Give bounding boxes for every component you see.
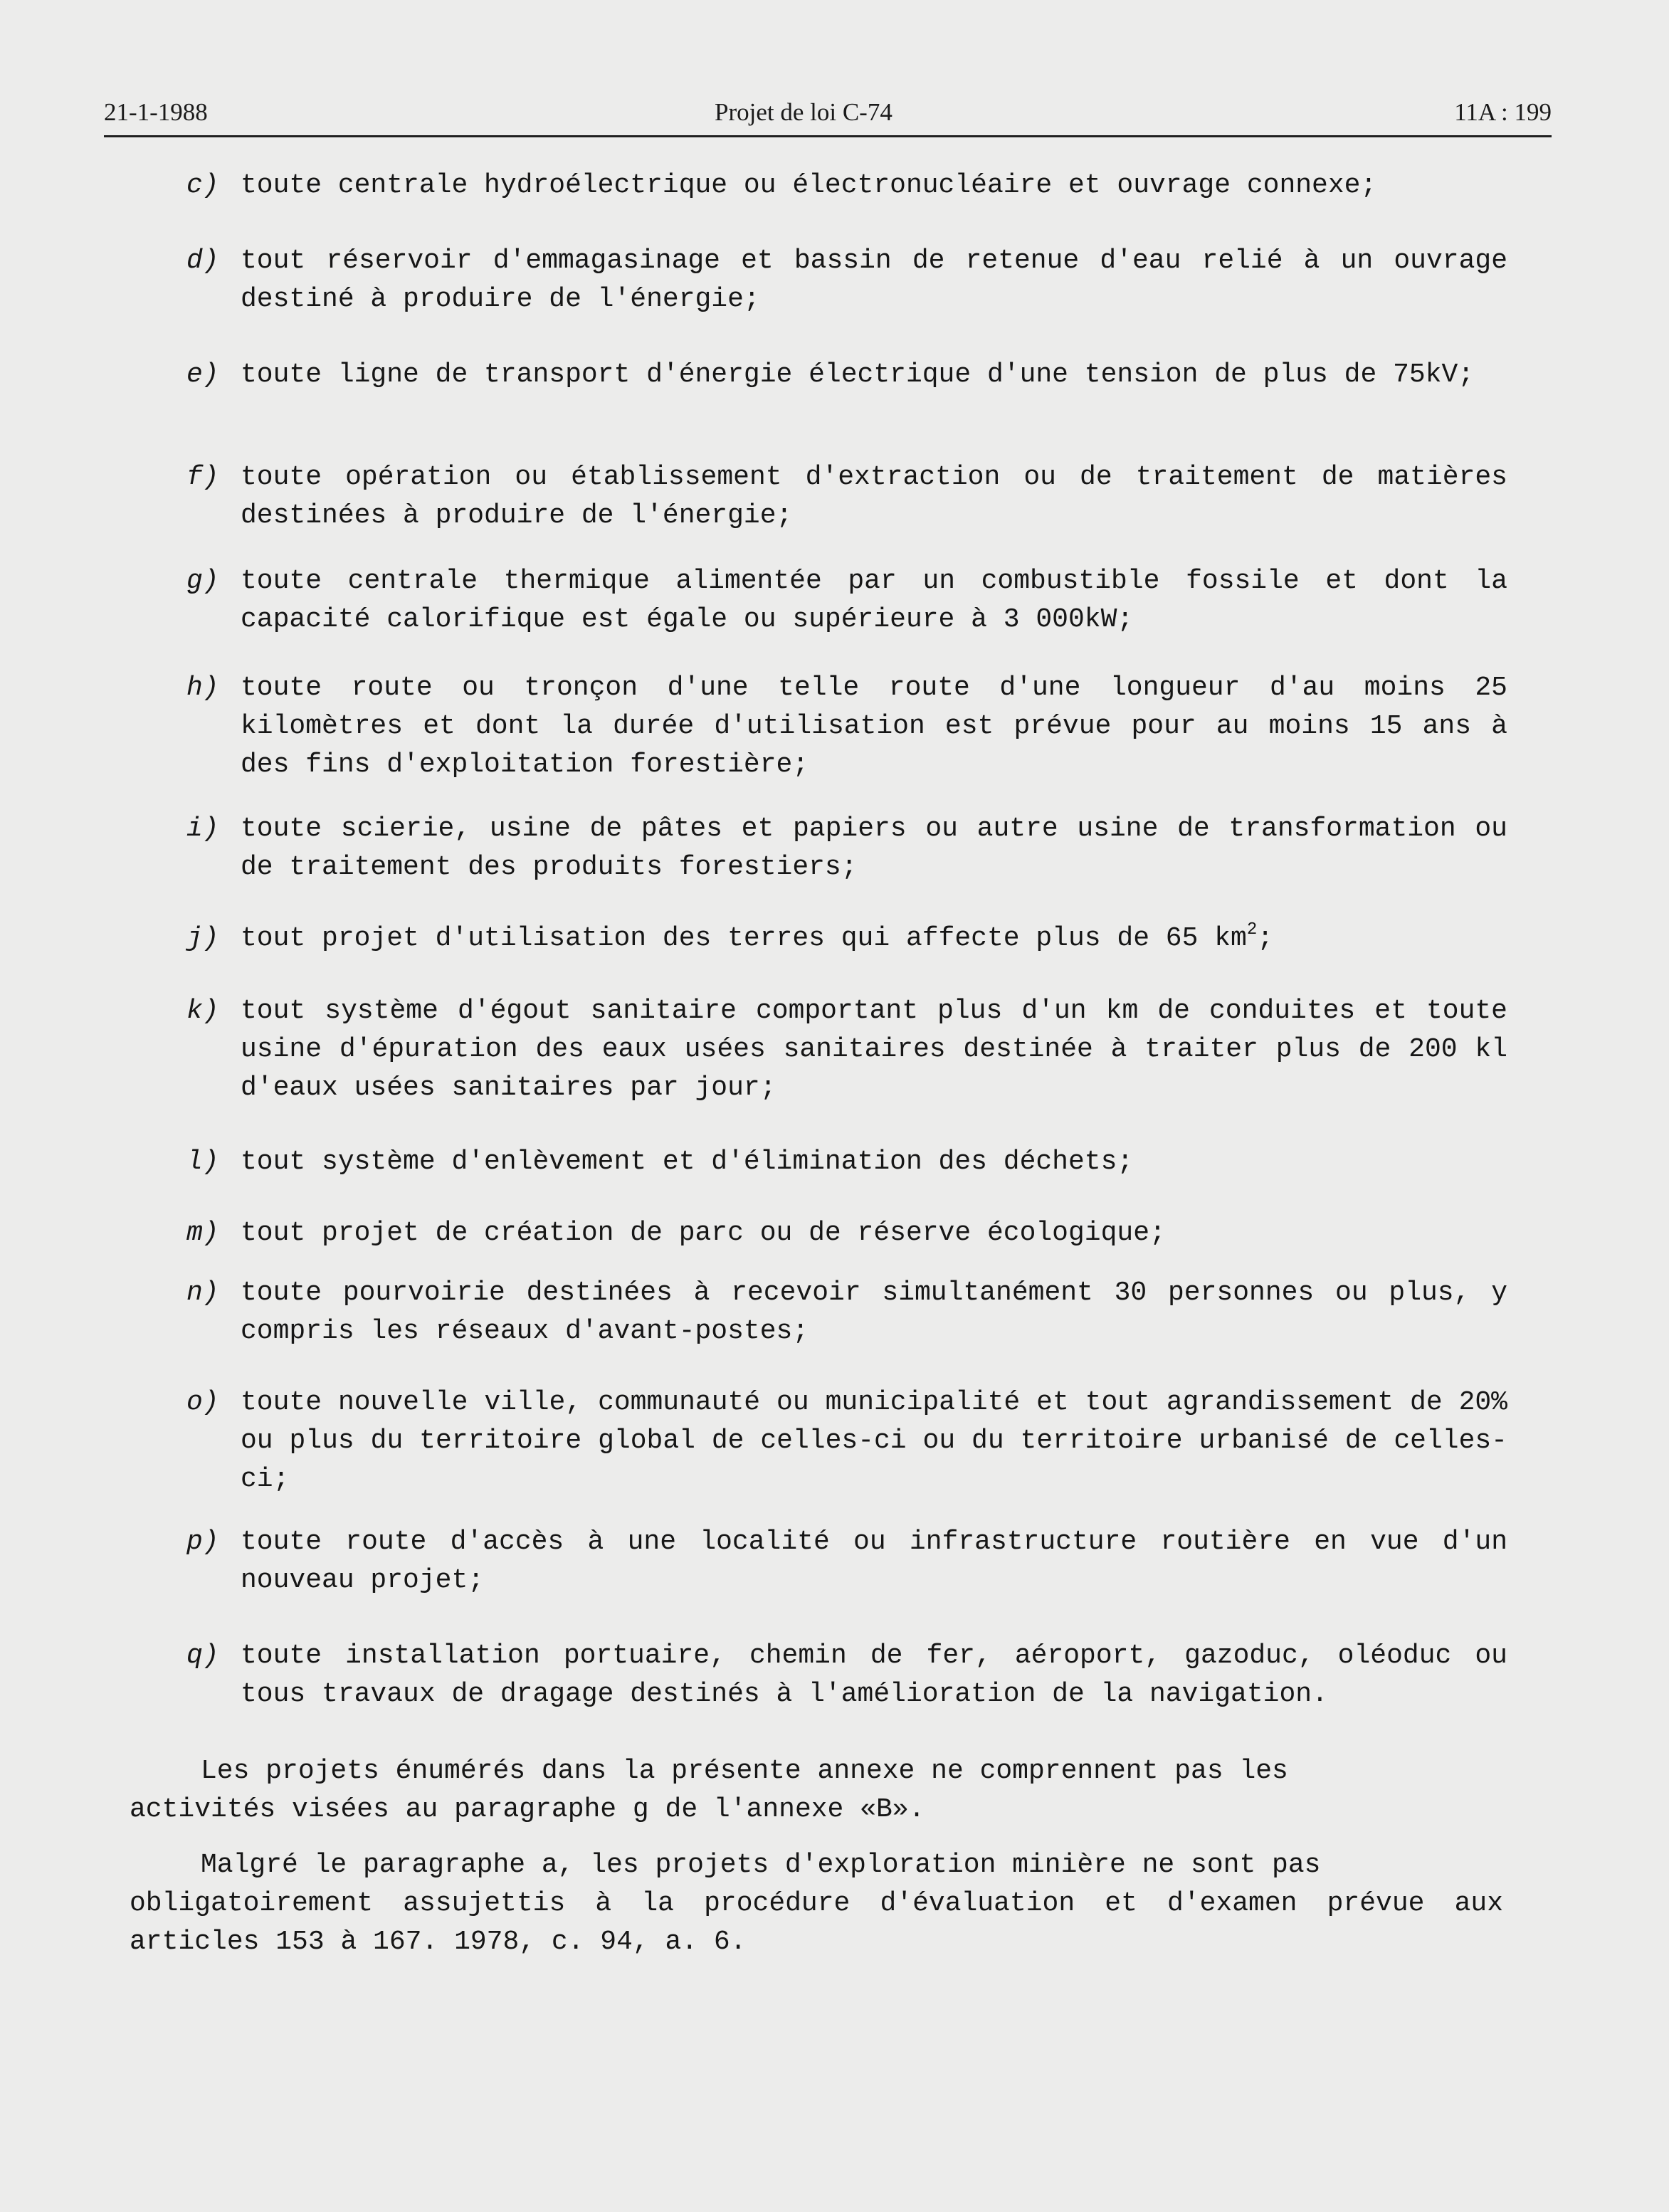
closing-paragraph-2 <box>130 1846 1503 1961</box>
item-text: tout réservoir d'emmagasinage et bassin de retenue d'eau relié à un ouvrage destiné à produire de l'énergie; <box>241 246 1507 315</box>
item-text: toute centrale thermique alimentée par un combustible fossile et dont la capacité calorifique est égale ou supérieure à 3 000kW; <box>241 566 1507 635</box>
paragraph-first-line: Les projets énumérés dans la présente annexe ne comprennent pas les <box>201 1756 1288 1786</box>
item-text: toute ligne de transport d'énergie électrique d'une tension de plus de 75kV; <box>241 359 1475 390</box>
item-letter: h) <box>186 673 219 703</box>
list-item-f <box>186 458 1539 535</box>
list-item-m <box>186 1214 1539 1253</box>
list-item-q <box>186 1637 1539 1714</box>
item-text-end: ; <box>1257 923 1274 954</box>
list-item-g <box>186 562 1539 639</box>
paragraph-first-line: Malgré le paragraphe a, les projets d'exploration minière ne sont pas <box>201 1850 1321 1880</box>
list-item-p <box>186 1523 1539 1600</box>
header-date: 21-1-1988 <box>104 98 208 126</box>
item-letter: l) <box>186 1147 219 1177</box>
item-letter: m) <box>186 1218 219 1248</box>
item-text: toute route d'accès à une localité ou infrastructure routière en vue d'un nouveau projet; <box>241 1527 1507 1596</box>
list-item-l <box>186 1143 1539 1181</box>
item-text <box>241 920 1507 958</box>
item-text: toute installation portuaire, chemin de fer, aéroport, gazoduc, oléoduc ou tous travaux de dragage destinés à l'amélioration de la navigation. <box>241 1640 1507 1710</box>
item-letter: j) <box>186 923 219 954</box>
list-item-c <box>186 167 1539 205</box>
item-text: toute opération ou établissement d'extraction ou de traitement de matières destinées à produire de l'énergie; <box>241 462 1507 531</box>
header-rule <box>104 135 1552 137</box>
item-text: tout système d'enlèvement et d'élimination des déchets; <box>241 1147 1134 1177</box>
item-letter: f) <box>186 462 219 493</box>
page-header <box>104 98 1552 138</box>
item-text: toute centrale hydroélectrique ou électronucléaire et ouvrage connexe; <box>241 170 1377 201</box>
item-letter: d) <box>186 246 219 276</box>
item-text: toute nouvelle ville, communauté ou municipalité et tout agrandissement de 20% ou plus du territoire global de celles-ci ou du territoire urbanisé de celles-ci; <box>241 1387 1507 1495</box>
item-letter: k) <box>186 996 219 1026</box>
list-item-e <box>186 356 1539 433</box>
item-letter: n) <box>186 1278 219 1308</box>
item-letter: g) <box>186 566 219 596</box>
item-text: toute route ou tronçon d'une telle route d'une longueur d'au moins 25 kilomètres et dont la durée d'utilisation est prévue pour au moins 15 ans à des fins d'exploitation forestière; <box>241 673 1507 780</box>
list-item-d <box>186 242 1539 319</box>
paragraph-continuation: obligatoirement assujettis à la procédure d'évaluation et d'examen prévue aux articles 153 à 167. 1978, c. 94, a. 6. <box>130 1888 1503 1957</box>
superscript: 2 <box>1246 920 1258 939</box>
item-text: tout projet de création de parc ou de réserve écologique; <box>241 1218 1166 1248</box>
item-text-main: tout projet d'utilisation des terres qui affecte plus de 65 km <box>241 923 1247 954</box>
paragraph-continuation: activités visées au paragraphe g de l'annexe «B». <box>130 1794 925 1825</box>
item-letter: p) <box>186 1527 219 1557</box>
list-item-j <box>186 920 1539 958</box>
item-letter: o) <box>186 1387 219 1418</box>
list-item-h <box>186 669 1539 784</box>
list-item-k <box>186 992 1539 1107</box>
item-letter: c) <box>186 170 219 201</box>
item-letter: q) <box>186 1640 219 1671</box>
list-item-n <box>186 1274 1539 1351</box>
list-item-o <box>186 1384 1539 1499</box>
header-title: Projet de loi C-74 <box>715 98 893 126</box>
list-item-i <box>186 810 1539 887</box>
item-letter: i) <box>186 813 219 844</box>
closing-paragraph-1 <box>130 1752 1503 1829</box>
item-text: toute scierie, usine de pâtes et papiers ou autre usine de transformation ou de traitement des produits forestiers; <box>241 813 1507 883</box>
item-text: tout système d'égout sanitaire comportant plus d'un km de conduites et toute usine d'épuration des eaux usées sanitaires destinée à traiter plus de 200 kl d'eaux usées sanitaires par jour; <box>241 996 1507 1103</box>
item-letter: e) <box>186 359 219 390</box>
item-text: toute pourvoirie destinées à recevoir simultanément 30 personnes ou plus, y compris les réseaux d'avant-postes; <box>241 1278 1507 1347</box>
header-page-number: 11A : 199 <box>1454 98 1552 126</box>
